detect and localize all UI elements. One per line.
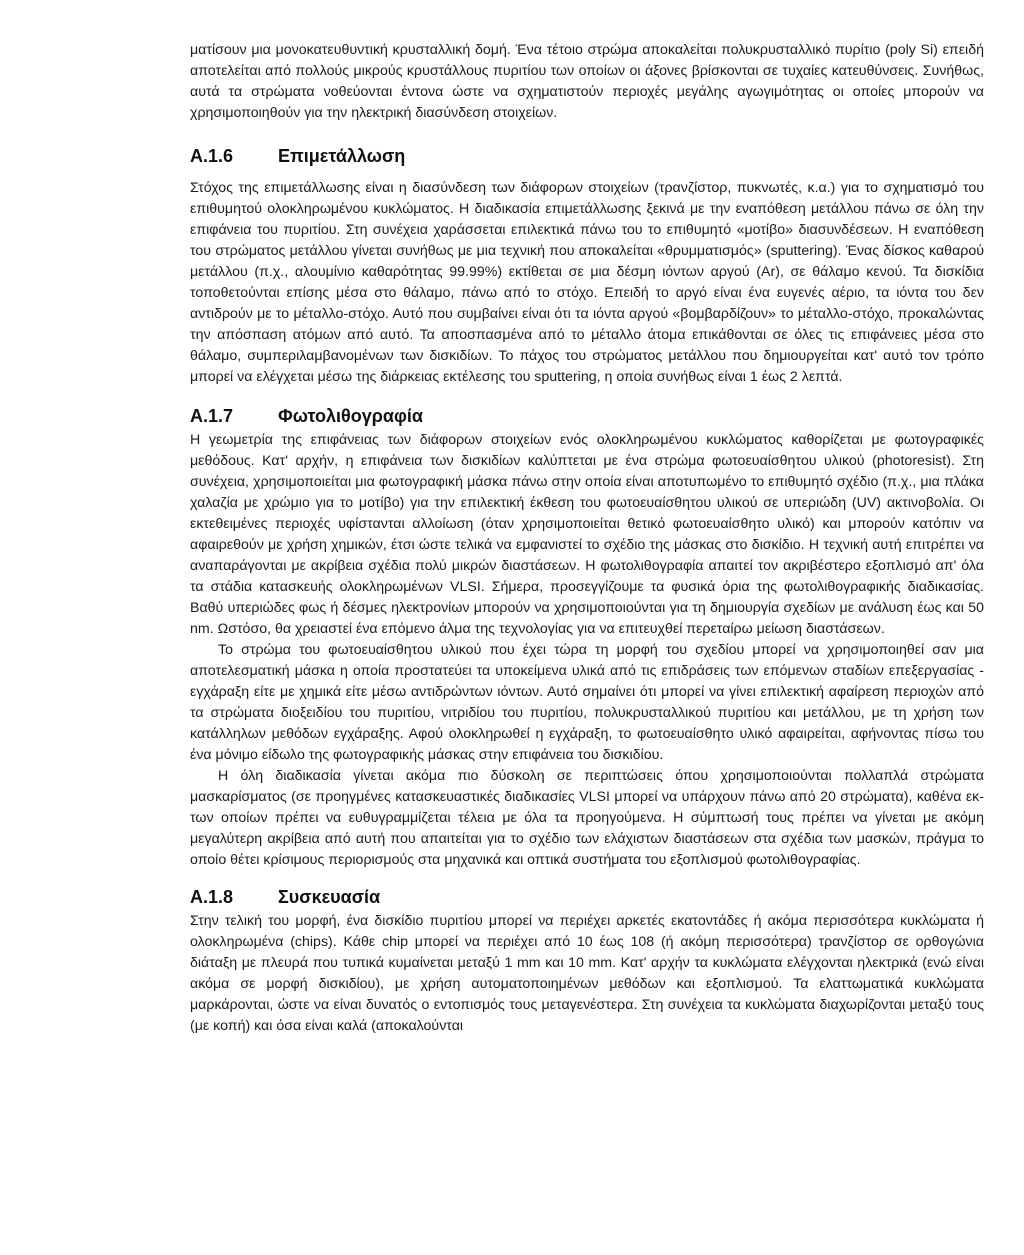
section-heading-a16 [190, 144, 984, 168]
section-a17-paragraph-1: Η γεωμετρία της επιφάνειας των διάφορων στοιχείων ενός ολοκληρωμένου κυκλώματος καθορίζεται με φωτογραφικές μεθόδους. Κατ' αρχήν, η επιφάνεια των δισκιδίων καλύπτεται με ένα στρώμα φωτοευαίσθητου υλικού (photoresist). Στη συνέχεια, χρησιμοποιείται μια φωτογραφική μάσκα πάνω στην οποία είναι αποτυπωμένο το επιθυμητό σχέδιο (π.χ., μια πλάκα χαλαζία με χρώμιο για το μοτίβο) για την επιλεκτική έκθεση του φωτοευαίσθητου υλικού σε υπεριώδη (UV) ακτινοβολία. Οι εκτεθειμένες περιοχές υφίστανται αλλοίωση (όταν χρησιμοποιείται θετικό φωτοευαίσθητο υλικό) και μπορούν κατόπιν να αφαιρεθούν με χρήση χημικών, έτσι ώστε τελικά να εμφανιστεί το σχέδιο της μάσκας στο δισκίδιο. Η τεχνική αυτή επιτρέπει να αναπαράγονται με ακρίβεια σχέδια πολύ μικρών διαστάσεων. Η φωτολιθογραφία απαιτεί τον ακριβέστερο εξοπλισμό απ' όλα τα στάδια κατασκευής ολοκληρωμένων VLSI. Σήμερα, προσεγγίζουμε τα φυσικά όρια της φωτολιθογραφικής διαδικασίας. Βαθύ υπεριώδες φως ή δέσμες ηλεκτρονίων μπορούν να χρησιμοποιούνται για τη δημιουργία σχεδίων με ανάλυση έως και 50 nm. Ωστόσο, θα χρειαστεί ένα επόμενο άλμα της τεχνολογίας για να επιτευχθεί περεταίρω μείωση διαστάσεων. [190, 432, 984, 637]
section-a17-paragraph-2: Το στρώμα του φωτοευαίσθητου υλικού που έχει τώρα τη μορφή του σχεδίου μπορεί να χρησιμοποιηθεί σαν μια αποτελεσματική μάσκα η οποία προστατεύει τα υποκείμενα υλικά από τις επιδράσεις των επόμενων σταδίων επεξεργασίας - εγχάραξη είτε με χημικά είτε μέσω αντιδρώντων ιόντων. Αυτό σημαίνει ότι μπορεί να γίνει επιλεκτική αφαίρεση περιοχών από τα στρώματα διοξειδίου του πυριτίου, νιτριδίου του πυριτίου, πολυκρυσταλλικού πυριτίου και μετάλλου, με τη χρήση των κατάλληλων μεθόδων εγχάραξης. Αφού ολοκληρωθεί η εγχάραξη, το φωτοευαίσθητο υλικό αφαιρείται, αφήνοντας πίσω του ένα μόνιμο είδωλο της φωτογραφικής μάσκας στην επιφάνεια του δισκιδίου. [190, 642, 984, 763]
section-number: A.1.8 [190, 887, 234, 907]
section-number: A.1.6 [190, 146, 234, 166]
section-a18-paragraph-1: Στην τελική του μορφή, ένα δισκίδιο πυριτίου μπορεί να περιέχει αρκετές εκατοντάδες ή ακόμα περισσότερα κυκλώματα ή ολοκληρωμένα (chips). Κάθε chip μπορεί να περιέχει από 10 έως 108 (ή ακόμη περισσότερα) τρανζίστορ σε ορθογώνια διάταξη με πλευρά που τυπικά κυμαίνεται μεταξύ 1 mm και 10 mm. Κατ' αρχήν τα κυκλώματα ελέγχονται ηλεκτρικά (ενώ είναι ακόμα σε μορφή δισκιδίου), με χρήση αυτοματοποιημένων μεθόδων και εξοπλισμού. Τα ελαττωματικά κυκλώματα μαρκάρονται, ώστε να είναι δυνατός ο εντοπισμός τους μεταγενέστερα. Στη συνέχεια τα κυκλώματα διαχωρίζονται μεταξύ τους (με κοπή) και όσα είναι καλά (αποκαλούνται [190, 913, 984, 1034]
intro-paragraph: ματίσουν μια μονοκατευθυντική κρυσταλλική δομή. Ένα τέτοιο στρώμα αποκαλείται πολυκρυσταλλικό πυρίτιο (poly Si) επειδή αποτελείται από πολλούς μικρούς κρυστάλλους πυριτίου των οποίων οι άξονες βρίσκονται σε τυχαίες κατευθύνσεις. Συνήθως, αυτά τα στρώματα νοθεύονται έντονα ώστε να σχηματιστούν περιοχές μεγάλης αγωγιμότητας οι οποίες μπορούν να χρησιμοποιηθούν για την ηλεκτρική διασύνδεση στοιχείων. [190, 42, 984, 121]
section-a16-paragraph-1: Στόχος της επιμετάλλωσης είναι η διασύνδεση των διάφορων στοιχείων (τρανζίστορ, πυκνωτές, κ.α.) για το σχηματισμό του επιθυμητού ολοκληρωμένου κυκλώματος. Η διαδικασία επιμετάλλωσης ξεκινά με την εναπόθεση μετάλλου πάνω σε όλη την επιφάνεια του πυριτίου. Στη συνέχεια χαράσσεται επιλεκτικά πάνω του το επιθυμητό «μοτίβο» διασυνδέσεων. Η εναπόθεση του στρώματος μετάλλου γίνεται συνήθως με μια τεχνική που αποκαλείται «θρυμματισμός» (sputtering). Ένας δίσκος καθαρού μετάλλου (π.χ., αλουμίνιο καθαρότητας 99.99%) εκτίθεται σε μια δέσμη ιόντων αργού (Ar), σε θάλαμο κενού. Τα δισκίδια τοποθετούνται επίσης μέσα στο θάλαμο, πάνω από το στόχο. Επειδή το αργό είναι ένα ευγενές αέριο, τα ιόντα του δεν αντιδρούν με το μέταλλο-στόχο. Αυτό που συμβαίνει είναι ότι τα ιόντα αργού «βομβαρδίζουν» το μέταλλο-στόχο, προκαλώντας την απόσπαση ατόμων από αυτό. Τα αποσπασμένα από το μέταλλο άτομα επικάθονται σε όλες τις επιφάνειες μέσα στο θάλαμο, συμπεριλαμβανομένων των δισκιδίων. Το πάχος του στρώματος μετάλλου που δημιουργείται κατ' αυτό τον τρόπο μπορεί να ελέγχεται μέσω της διάρκειας εκτέλεσης του sputtering, η οποία συνήθως είναι 1 έως 2 λεπτά. [190, 180, 984, 385]
section-heading-a17 [190, 404, 984, 428]
section-heading-a18 [190, 885, 984, 909]
section-title: Φωτολιθογραφία [278, 406, 423, 426]
section-a17-paragraph-3: Η όλη διαδικασία γίνεται ακόμα πιο δύσκολη σε περιπτώσεις όπου χρησιμοποιούνται πολλαπλά στρώματα μασκαρίσματος (σε προηγμένες κατασκευαστικές διαδικασίες VLSI μπορεί να υπάρχουν πάνω από 20 στρώματα), καθένα εκ-των οποίων πρέπει να ευθυγραμμίζεται τέλεια με όλα τα προηγούμενα. Η σύμπτωσή τους πρέπει να γίνεται με ακόμη μεγαλύτερη ακρίβεια από αυτή που απαιτείται για το σχέδιο των ελάχιστων διαστάσεων στα σχέδια των μασκών, πράγμα το οποίο θέτει κρίσιμους περιορισμούς στα μηχανικά και οπτικά συστήματα του εξοπλισμού φωτολιθογραφίας. [190, 768, 984, 868]
section-number: A.1.7 [190, 406, 234, 426]
section-title: Επιμετάλλωση [278, 146, 406, 166]
section-title: Συσκευασία [278, 887, 381, 907]
